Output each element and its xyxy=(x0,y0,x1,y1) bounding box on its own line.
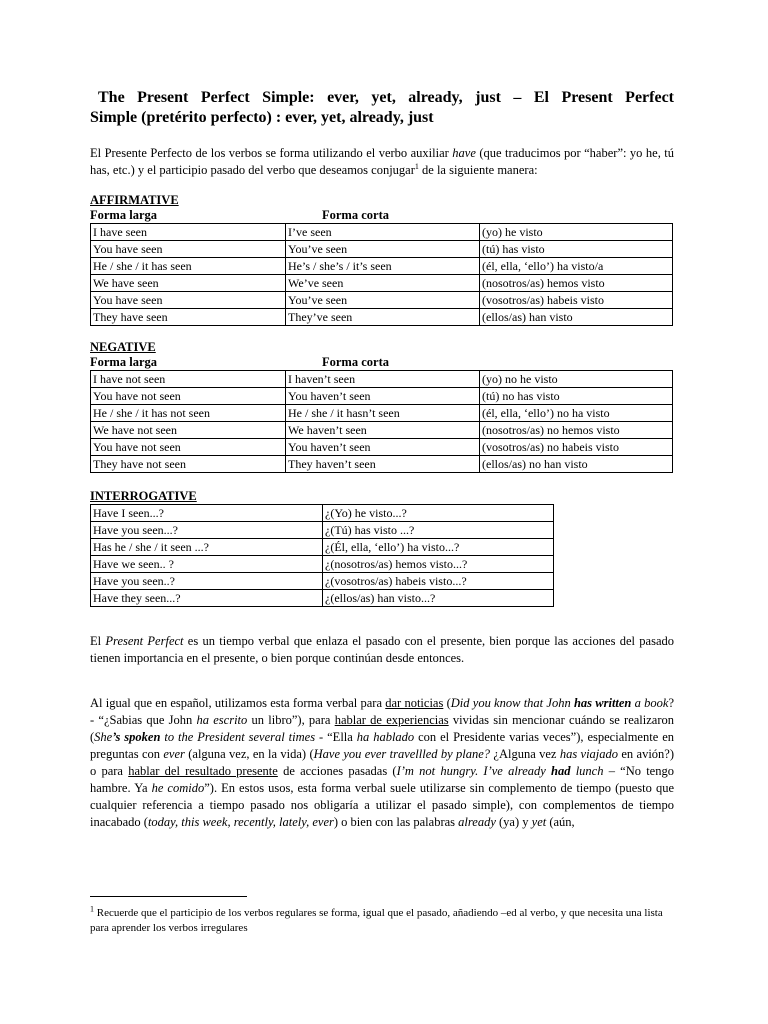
col-long-label: Forma larga xyxy=(90,208,157,222)
table-row xyxy=(91,456,673,473)
document-page xyxy=(90,88,674,831)
text: ( xyxy=(443,696,451,710)
use-dar-noticias: dar noticias xyxy=(385,696,444,710)
table-cell: He / she / it hasn’t seen xyxy=(286,405,480,422)
table-cell: (ellos/as) no han visto xyxy=(480,456,673,473)
table-cell: You’ve seen xyxy=(286,292,480,309)
title-line-2: Simple (pretérito perfecto) : ever, yet, already, just xyxy=(90,109,434,126)
table-cell: We’ve seen xyxy=(286,275,480,292)
table-cell: (nosotros/as) no hemos visto xyxy=(480,422,673,439)
example: ever xyxy=(163,747,185,761)
table-cell: He / she / it has seen xyxy=(91,258,286,275)
use-resultado-presente: hablar del resultado presente xyxy=(128,764,278,778)
text: (ya) y xyxy=(495,815,532,829)
table-cell: (vosotros/as) habeis visto xyxy=(480,292,673,309)
table-cell: (yo) no he visto xyxy=(480,371,673,388)
table-cell: Have I seen...? xyxy=(91,505,323,522)
example: has viajado xyxy=(559,747,619,761)
table-row xyxy=(91,241,673,258)
negative-heading: NEGATIVE xyxy=(90,340,156,354)
text: El xyxy=(90,634,106,648)
text: un libro”), para xyxy=(247,713,335,727)
example: he comido xyxy=(151,781,205,795)
example: lunch xyxy=(570,764,604,778)
table-cell: I haven’t seen xyxy=(286,371,480,388)
text: – “No tengo hambre. Ya xyxy=(90,764,674,795)
intro-text-1: El Presente Perfecto de los verbos se forma utilizando el verbo auxiliar xyxy=(90,146,453,160)
example: ha hablado xyxy=(356,730,415,744)
table-row xyxy=(91,309,673,326)
table-cell: I have seen xyxy=(91,224,286,241)
table-cell: (él, ella, ‘ello’) ha visto/a xyxy=(480,258,673,275)
example: today, this week, recently, lately, ever xyxy=(147,815,334,829)
example-bold: has written xyxy=(573,696,632,710)
footnote-ref[interactable]: 1 xyxy=(414,161,419,171)
table-cell: (tú) has visto xyxy=(480,241,673,258)
affirmative-column-headers xyxy=(90,208,674,223)
table-cell: Have they seen...? xyxy=(91,590,323,607)
text: ) o bien con las palabras xyxy=(333,815,459,829)
table-cell: ¿(ellos/as) han visto...? xyxy=(323,590,554,607)
table-row xyxy=(91,388,673,405)
text: con el Presidente varias veces”), especialmente en preguntas con xyxy=(90,730,674,761)
footnote xyxy=(90,906,674,936)
example-bold: had xyxy=(551,764,571,778)
table-row xyxy=(91,556,554,573)
table-cell: He’s / she’s / it’s seen xyxy=(286,258,480,275)
table-row xyxy=(91,258,673,275)
table-cell: (nosotros/as) hemos visto xyxy=(480,275,673,292)
table-row xyxy=(91,371,673,388)
table-row xyxy=(91,292,673,309)
footnote-text: Recuerde que el participio de los verbos regulares se forma, igual que el pasado, añadiendo –ed al verbo, y que necesita una lista para aprender los verbos irregulares xyxy=(90,907,663,934)
table-row xyxy=(91,405,673,422)
footnote-number: 1 xyxy=(90,904,94,914)
table-cell: You haven’t seen xyxy=(286,388,480,405)
table-cell: I have not seen xyxy=(91,371,286,388)
col-long-label: Forma larga xyxy=(90,355,157,369)
table-cell: ¿(nosotros/as) hemos visto...? xyxy=(323,556,554,573)
table-cell: (él, ella, ‘ello’) no ha visto xyxy=(480,405,673,422)
table-row xyxy=(91,439,673,456)
text: Al igual que en español, utilizamos esta forma verbal para xyxy=(90,696,386,710)
text: ¿Alguna vez xyxy=(490,747,560,761)
table-row xyxy=(91,522,554,539)
col-short-label: Forma corta xyxy=(322,355,389,369)
table-cell: He / she / it has not seen xyxy=(91,405,286,422)
example: ha escrito xyxy=(196,713,248,727)
table-row xyxy=(91,275,673,292)
example: a book xyxy=(631,696,669,710)
table-cell: You have seen xyxy=(91,292,286,309)
table-cell: Have you seen...? xyxy=(91,522,323,539)
table-cell: (vosotros/as) no habeis visto xyxy=(480,439,673,456)
text: es un tiempo verbal que enlaza el pasado con el presente, bien porque las acciones del pasado tienen importancia en el presente, o bien porque continúan desde entonces. xyxy=(90,634,675,665)
table-cell: You have seen xyxy=(91,241,286,258)
text: - “Ella xyxy=(315,730,357,744)
interrogative-table xyxy=(90,504,554,607)
paragraph-definition xyxy=(90,633,674,667)
text: (aún, xyxy=(546,815,575,829)
text: en avión?) o para xyxy=(90,747,675,778)
text: (alguna vez, en la vida) ( xyxy=(184,747,314,761)
text: ? - “¿Sabias que John xyxy=(90,696,674,727)
example: Have you ever travellled by plane? xyxy=(313,747,491,761)
table-row xyxy=(91,505,554,522)
intro-have: have xyxy=(452,146,476,160)
intro-text-3: de la siguiente manera: xyxy=(418,163,538,177)
table-cell: ¿(Tú) has visto ...? xyxy=(323,522,554,539)
example: Did you know that John xyxy=(450,696,574,710)
table-cell: They have seen xyxy=(91,309,286,326)
table-row xyxy=(91,590,554,607)
page-title xyxy=(90,88,674,128)
affirmative-section xyxy=(90,193,674,326)
table-cell: They have not seen xyxy=(91,456,286,473)
table-cell: Have you seen..? xyxy=(91,573,323,590)
negative-section xyxy=(90,340,674,473)
table-cell: They’ve seen xyxy=(286,309,480,326)
negative-column-headers xyxy=(90,355,674,370)
table-cell: You have not seen xyxy=(91,439,286,456)
table-cell: They haven’t seen xyxy=(286,456,480,473)
table-row xyxy=(91,539,554,556)
footnote-separator xyxy=(90,896,247,897)
col-short-label: Forma corta xyxy=(322,208,389,222)
example: I’m not hungry. I’ve already xyxy=(396,764,552,778)
text: vividas sin mencionar cuándo se realizaron ( xyxy=(90,713,674,744)
table-cell: You’ve seen xyxy=(286,241,480,258)
term-present-perfect: Present Perfect xyxy=(105,634,184,648)
intro-paragraph xyxy=(90,145,674,179)
affirmative-heading: AFFIRMATIVE xyxy=(90,193,179,207)
table-cell: (yo) he visto xyxy=(480,224,673,241)
table-cell: You have not seen xyxy=(91,388,286,405)
table-cell: We have not seen xyxy=(91,422,286,439)
interrogative-heading: INTERROGATIVE xyxy=(90,489,197,503)
table-row xyxy=(91,422,673,439)
text: ”). En estos usos, esta forma verbal suele utilizarse sin complemento de tiempo (puesto que cualquier referencia a tiempo pasado nos obligaría a utilizar el pasado simple), con complementos de tiempo inacabado ( xyxy=(90,781,674,829)
example: yet xyxy=(531,815,547,829)
table-cell: You haven’t seen xyxy=(286,439,480,456)
use-hablar-experiencias: hablar de experiencias xyxy=(334,713,449,727)
table-row xyxy=(91,224,673,241)
table-cell: I’ve seen xyxy=(286,224,480,241)
negative-table xyxy=(90,370,673,473)
interrogative-section xyxy=(90,489,674,607)
example: to the President several times xyxy=(160,730,316,744)
affirmative-table xyxy=(90,223,673,326)
example: She xyxy=(94,730,113,744)
table-cell: We have seen xyxy=(91,275,286,292)
table-cell: ¿(vosotros/as) habeis visto...? xyxy=(323,573,554,590)
title-line-1: The Present Perfect Simple: ever, yet, already, just – El Present Perfect xyxy=(98,89,674,106)
example-bold: ’s spoken xyxy=(112,730,161,744)
text: de acciones pasadas ( xyxy=(277,764,397,778)
table-cell: Have we seen.. ? xyxy=(91,556,323,573)
table-cell: (ellos/as) han visto xyxy=(480,309,673,326)
table-cell: Has he / she / it seen ...? xyxy=(91,539,323,556)
table-cell: ¿(Él, ella, ‘ello’) ha visto...? xyxy=(323,539,554,556)
intro-text-2: (que traducimos por “haber”: yo he, tú has, etc.) y el participio pasado del verbo que deseamos conjugar xyxy=(90,146,674,177)
paragraph-uses xyxy=(90,695,674,831)
table-cell: ¿(Yo) he visto...? xyxy=(323,505,554,522)
table-cell: We haven’t seen xyxy=(286,422,480,439)
table-row xyxy=(91,573,554,590)
example: already xyxy=(458,815,496,829)
table-cell: (tú) no has visto xyxy=(480,388,673,405)
